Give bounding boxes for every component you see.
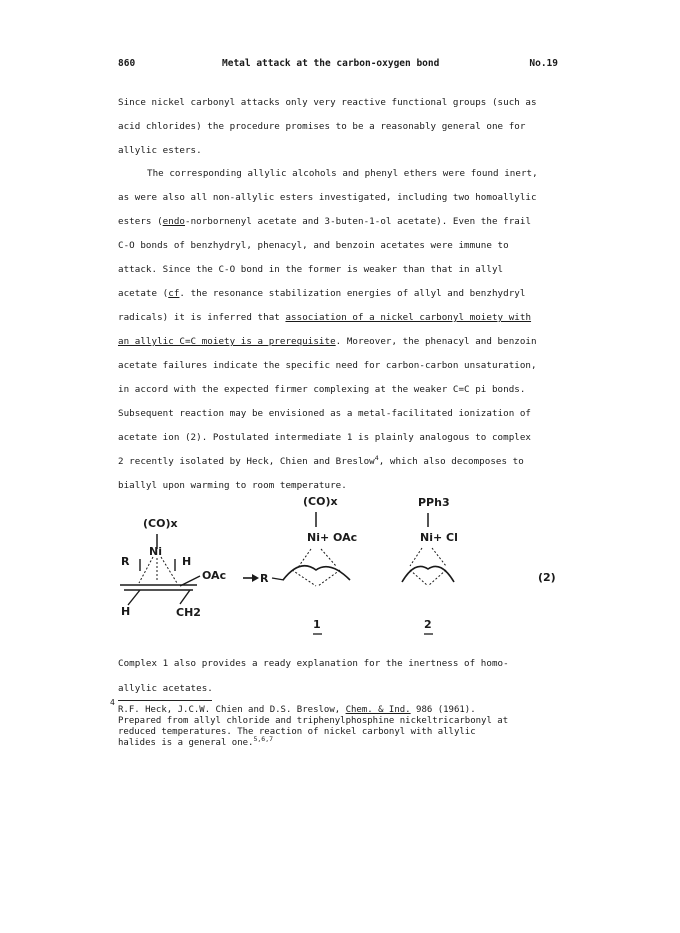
italic-term-cf: cf — [168, 288, 180, 299]
text-line — [118, 336, 537, 347]
footnote-line: reduced temperatures. The reaction of nickel carbonyl with allylic — [118, 727, 476, 737]
nickel-cation-label: Ni+ Cl — [420, 531, 458, 544]
compound-label-1: 1 — [313, 618, 321, 631]
running-title: Metal attack at the carbon-oxygen bond — [222, 58, 440, 69]
text-span: halides is a general one. — [118, 738, 254, 748]
text-line: biallyl upon warming to room temperature. — [118, 480, 347, 491]
hydrogen-label: H — [121, 605, 131, 618]
journal-name: Chem. & Ind. — [345, 705, 411, 715]
text-line: in accord with the expected firmer complexing at the weaker C=C pi bonds. — [118, 384, 526, 395]
text-line: attack. Since the C-O bond in the former is weaker than that in allyl — [118, 264, 504, 275]
r-substituent: R — [260, 572, 269, 585]
text-span: radicals) it is inferred that — [118, 312, 286, 323]
co-x-label: (CO)x — [143, 517, 178, 530]
text-line: acetate failures indicate the specific need for carbon-carbon unsaturation, — [118, 360, 537, 371]
text-line: as were also all non-allylic esters investigated, including two homoallylic — [118, 192, 537, 203]
text-line: The corresponding allylic alcohols and phenyl ethers were found inert, — [147, 168, 538, 179]
equation-number: (2) — [538, 571, 556, 584]
issue-number: No.19 — [529, 58, 558, 69]
hydrogen-label: H — [182, 555, 192, 568]
text-span: R.F. Heck, J.C.W. Chien and D.S. Breslow, — [118, 705, 346, 715]
nickel-cation-label: Ni+ OAc — [307, 531, 358, 544]
pph3-label: PPh3 — [418, 496, 450, 509]
compound-label-2: 2 — [424, 618, 432, 631]
footnote-ref: 4 — [374, 453, 379, 462]
text-span: 986 (1961). — [410, 705, 476, 715]
acetoxy-label: OAc — [202, 569, 227, 582]
text-line: Subsequent reaction may be envisioned as a metal-facilitated ionization of — [118, 408, 532, 419]
footnote-line — [118, 735, 274, 749]
text-line: Complex 1 also provides a ready explanation for the inertness of homo- — [118, 658, 509, 669]
text-span: 2 recently isolated by Heck, Chien and Breslow — [118, 456, 375, 467]
text-span: -norbornenyl acetate and 3-buten-1-ol acetate). Even the frail — [184, 216, 532, 227]
text-span: , which also decomposes to — [378, 456, 524, 467]
text-line — [118, 288, 525, 299]
footnote-ref: 5,6,7 — [253, 735, 274, 743]
footnote-line — [118, 705, 476, 716]
emphasis-underlined: an allylic C=C moiety is a prerequisite — [118, 336, 336, 347]
running-header — [118, 58, 558, 72]
text-line: allylic esters. — [118, 145, 202, 156]
text-line: acetate ion (2). Postulated intermediate 1 is plainly analogous to complex — [118, 432, 532, 443]
footnote-rule — [118, 700, 212, 701]
nickel-label: Ni — [149, 545, 162, 558]
text-span: . Moreover, the phenacyl and benzoin — [335, 336, 537, 347]
methylene-label: CH2 — [176, 606, 201, 619]
r-substituent: R — [121, 555, 130, 568]
co-x-label: (CO)x — [303, 495, 338, 508]
text-line — [118, 453, 524, 467]
text-line: allylic acetates. — [118, 683, 213, 694]
footnote-mark: 4 — [110, 698, 115, 707]
text-line — [118, 312, 531, 323]
emphasis-underlined: association of a nickel carbonyl moiety with — [285, 312, 532, 323]
text-line: Since nickel carbonyl attacks only very reactive functional groups (such as — [118, 97, 537, 108]
footnote-line: Prepared from allyl chloride and triphenylphosphine nickeltricarbonyl at — [118, 716, 509, 726]
page-number: 860 — [118, 58, 136, 69]
text-line: C-O bonds of benzhydryl, phenacyl, and benzoin acetates were immune to — [118, 240, 509, 251]
text-line: acid chlorides) the procedure promises to be a reasonably general one for — [118, 121, 526, 132]
text-span: acetate ( — [118, 288, 169, 299]
text-span: esters ( — [118, 216, 163, 227]
text-line — [118, 216, 531, 227]
italic-term-endo: endo — [162, 216, 185, 227]
text-span: . the resonance stabilization energies of allyl and benzhydryl — [179, 288, 526, 299]
